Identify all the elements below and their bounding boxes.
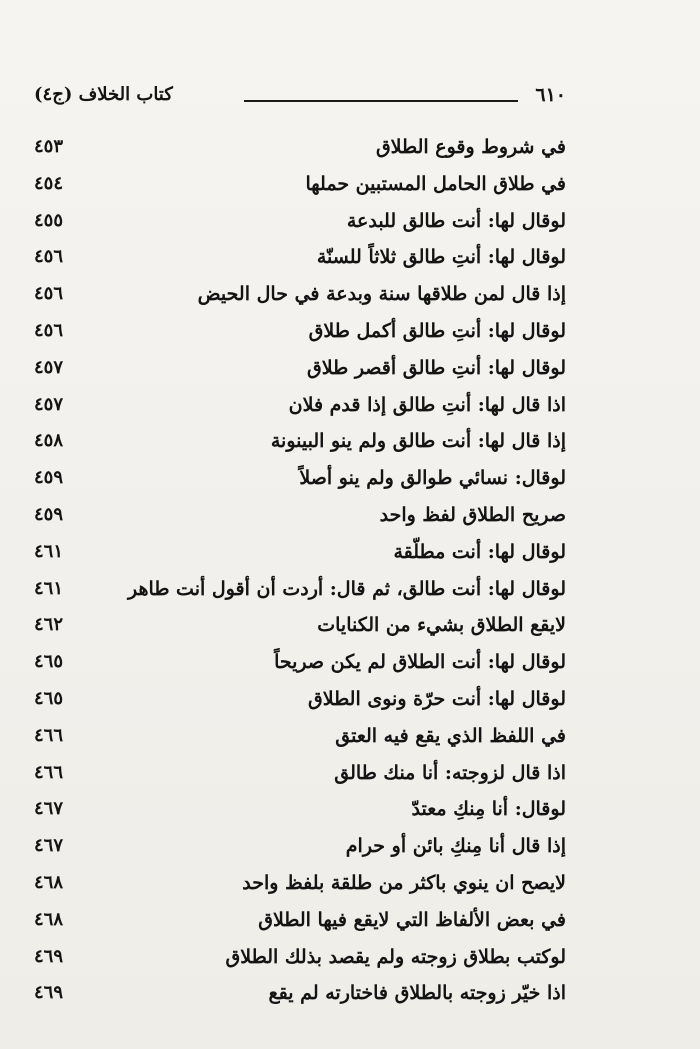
toc-entry [34,173,566,210]
toc-entry-title: اذا خيّر زوجته بالطلاق فاختارته لم يقع [268,982,566,1005]
toc-entry-page: ٤٥٧ [34,393,64,415]
toc-entry [34,467,566,504]
toc-entry [34,430,566,467]
toc-entry [34,762,566,799]
toc-entry-title: في طلاق الحامل المستبين حملها [305,172,566,195]
toc-entry [34,320,566,357]
toc-entry [34,541,566,578]
toc-entry [34,357,566,394]
toc-entry-page: ٤٦٧ [34,835,64,857]
toc-entry [34,394,566,431]
toc-entry-page: ٤٥٣ [34,136,64,157]
toc-entry-page: ٤٦٩ [34,945,64,967]
toc-entry-page: ٤٥٦ [34,283,64,305]
toc-entry-title: اذا قال لزوجته: أنا منك طالق [334,761,566,784]
toc-entry-title: إذا قال لمن طلاقها سنة وبدعة في حال الحيض [197,283,566,306]
toc-entry-page: ٤٦١ [34,540,64,562]
toc-entry-page: ٤٦٨ [34,871,64,893]
book-title: كتاب الخلاف (ج٤) [34,84,173,105]
toc-entry [34,578,566,615]
toc-entry-page: ٤٥٤ [34,172,64,194]
toc-entry [34,725,566,762]
toc-entry-title: لوقال لها: أنت مطلّقة [393,540,566,563]
toc-entry [34,283,566,320]
toc-entry-page: ٤٦٦ [34,761,64,783]
toc-entry-title: اذا قال لها: أنتِ طالق إذا قدم فلان [288,393,566,416]
toc-entry [34,651,566,688]
toc-entry [34,210,566,247]
toc-entry-title: لوقال لها: أنتِ طالق أكمل طلاق [308,319,566,342]
toc-entry [34,835,566,872]
toc-entry-page: ٤٥٥ [34,209,64,231]
toc-entry [34,246,566,283]
toc-entry-page: ٤٥٩ [34,467,64,489]
toc-entry [34,872,566,909]
toc-entry-title: إذا قال أنا مِنكِ بائن أو حرام [345,835,566,858]
toc-entry-title: لوقال لها: أنتِ طالق أقصر طلاق [307,356,566,379]
toc-entry-title: في شروط وقوع الطلاق [375,136,566,158]
toc-entry [34,136,566,173]
toc-entry-title: لايقع الطلاق بشيء من الكنايات [317,614,566,637]
table-of-contents [34,136,566,1019]
toc-entry-page: ٤٥٨ [34,430,64,452]
toc-entry-title: لوقال لها: أنت طالق للبدعة [346,209,566,232]
toc-entry-page: ٤٥٦ [34,319,64,341]
toc-entry-title: في اللفظ الذي يقع فيه العتق [335,724,566,747]
toc-entry-title: لوكتب بطلاق زوجته ولم يقصد بذلك الطلاق [225,945,566,968]
toc-entry-page: ٤٥٦ [34,246,64,268]
toc-entry [34,504,566,541]
toc-entry [34,614,566,651]
toc-entry [34,688,566,725]
toc-entry-page: ٤٦٨ [34,908,64,930]
toc-entry-title: لوقال: نسائي طوالق ولم ينو أصلاً [299,467,566,490]
toc-entry [34,798,566,835]
header-rule [244,100,518,102]
page-number: ٦١٠ [535,84,566,106]
toc-entry [34,946,566,983]
toc-entry-title: في بعض الألفاظ التي لايقع فيها الطلاق [258,908,566,931]
toc-entry-title: لوقال لها: أنت طالق، ثم قال: أردت أن أقول أنت طاهر [128,577,566,600]
toc-entry-title: لوقال لها: أنت حرّة ونوى الطلاق [308,687,566,710]
toc-entry-title: صريح الطلاق لفظ واحد [379,503,566,526]
toc-entry-title: لايصح ان ينوي باكثر من طلقة بلفظ واحد [242,871,566,894]
toc-entry [34,909,566,946]
toc-entry-title: لوقال: أنا مِنكِ معتدّ [411,798,566,821]
toc-entry-page: ٤٦٧ [34,798,64,820]
toc-entry-page: ٤٦٦ [34,724,64,746]
toc-entry-page: ٤٦٢ [34,614,64,636]
toc-entry-page: ٤٦٩ [34,982,64,1004]
toc-entry-page: ٤٦٥ [34,651,64,673]
toc-entry-title: لوقال لها: أنت الطلاق لم يكن صريحاً [274,651,566,674]
toc-entry-title: لوقال لها: أنتِ طالق ثلاثاً للسنّة [316,246,566,269]
toc-entry-page: ٤٥٧ [34,356,64,378]
toc-entry-page: ٤٦٥ [34,687,64,709]
toc-entry [34,982,566,1019]
running-header [34,84,566,118]
toc-entry-page: ٤٦١ [34,577,64,599]
toc-entry-page: ٤٥٩ [34,503,64,525]
toc-entry-title: إذا قال لها: أنت طالق ولم ينو البينونة [270,430,566,453]
